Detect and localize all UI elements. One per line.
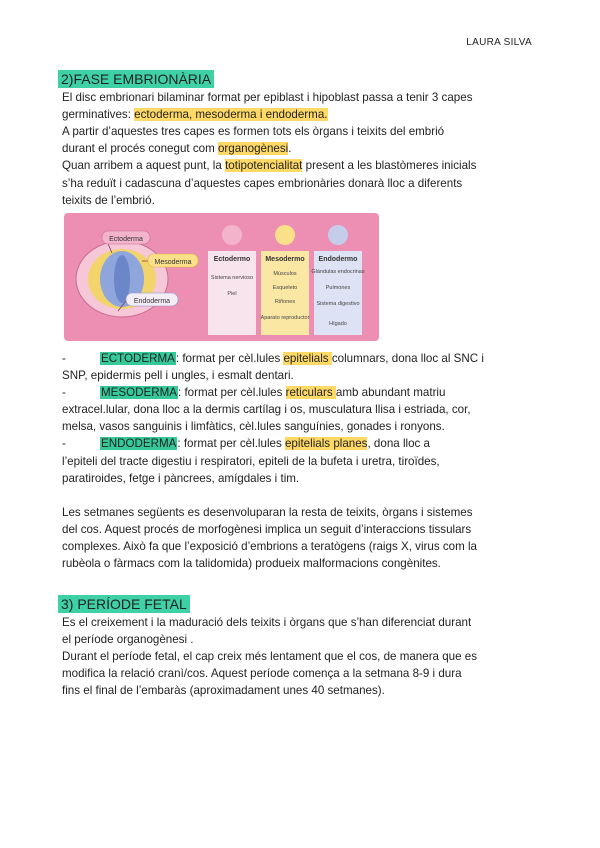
- list-item: - ECTODERMA: format per cèl.lules epitelials columnars, dona lloc al SNC i SNP, epidermis pell i ungles, i esmalt dentari.: [62, 352, 484, 383]
- highlight: epitelials: [283, 352, 332, 365]
- section-fetal: [62, 595, 542, 700]
- col-ecto: Ectodermo: [213, 256, 251, 263]
- figure-svg: [64, 213, 379, 341]
- ecto-item: Piel: [227, 291, 237, 297]
- paragraph: A partir d’aquestes tres capes es formen tots els òrgans i teixits del embrió durant el procés conegut com organogènesi.: [62, 125, 445, 156]
- layers-list: [62, 350, 542, 572]
- highlight: reticulars: [285, 386, 336, 400]
- meso-item: Riñones: [274, 299, 296, 305]
- col-endo: Endodermo: [318, 256, 358, 263]
- highlight: organogènesi: [217, 142, 289, 156]
- paragraph: El disc embrionari bilaminar format per epiblast i hipoblast passa a tenir 3 capes germinatives: ectoderma, mesoderma i endoderma.: [62, 91, 473, 122]
- endo-item: Pulmones: [325, 285, 351, 291]
- list-item: - MESODERMA: format per cèl.lules reticulars amb abundant matriu extracel.lular, dona lloc a la dermis cartílag i os, musculatura llisa i estriada, cor, melsa, vasos sanguinis i limfàtics, cèl.lules sanguínies, gonades i ronyons.: [62, 386, 471, 434]
- col-meso: Mesodermo: [265, 256, 305, 263]
- author-name: LAURA SILVA: [466, 37, 532, 48]
- meso-label: Mesoderma: [154, 259, 192, 266]
- endo-label: Endoderma: [133, 298, 171, 305]
- endo-item: Sistema digestivo: [316, 301, 360, 307]
- meso-item: Músculos: [273, 271, 297, 277]
- germ-layers-figure: [64, 213, 379, 341]
- layer-name: MESODERMA: [101, 386, 178, 400]
- meso-item: Esqueleto: [272, 285, 298, 291]
- paragraph: Quan arribem a aquest punt, la totipotencialitat present a les blastòmeres inicials s’ha reduït i cadascuna d’aquestes capes embrionàries donarà lloc a diferents teixits de l’embrió.: [62, 159, 477, 207]
- paragraph: Es el creixement i la maduració dels teixits i òrgans que s’han diferenciat durant el període organogènesi . Durant el període fetal, el cap creix més lentament que el cos, de manera que es modifica la relació cranì/cos. Aquest període comença a la setmana 8-9 i dura fins el final de l’embaràs (aproximadament unes 40 setmanes).: [62, 616, 478, 698]
- endo-item: Glándulas endocrinas: [311, 269, 365, 275]
- layer-name: ENDODERMA: [101, 437, 177, 451]
- section-embryonic: [62, 70, 542, 209]
- list-item: - ENDODERMA: format per cèl.lules epitelials planes, dona lloc a l’epiteli del tracte digestiu i respiratori, epiteli de la bufeta i uretra, tiroïdes, paratiroides, fetge i pàncrees, amígdales i tim.: [62, 437, 440, 485]
- section-title: 2)FASE EMBRIONÀRIA: [58, 70, 214, 88]
- meso-item: Aparato reproductor: [260, 315, 310, 321]
- ecto-item: Sistema nervioso: [210, 275, 254, 281]
- layer-name: ECTODERMA: [101, 352, 175, 365]
- section-title: 3) PERÍODE FETAL: [58, 595, 190, 613]
- paragraph: Les setmanes següents es desenvoluparan la resta de teixits, òrgans i sistemes del cos. Aquest procés de morfogènesi implica un seguit d’interaccions tissulars complexes. Això fa que l’exposició d’embrions a teratògens (raigs X, virus com la rubèola o fàrmacs com la talidomida) produeix malformacions congènites.: [62, 505, 477, 571]
- highlight: epitelials planes: [284, 437, 368, 451]
- highlight: ectoderma, mesoderma i endoderma.: [134, 108, 328, 122]
- ecto-label: Ectoderma: [109, 236, 143, 243]
- endo-item: Hígado: [329, 321, 347, 327]
- highlight: totipotencialitat: [225, 159, 303, 173]
